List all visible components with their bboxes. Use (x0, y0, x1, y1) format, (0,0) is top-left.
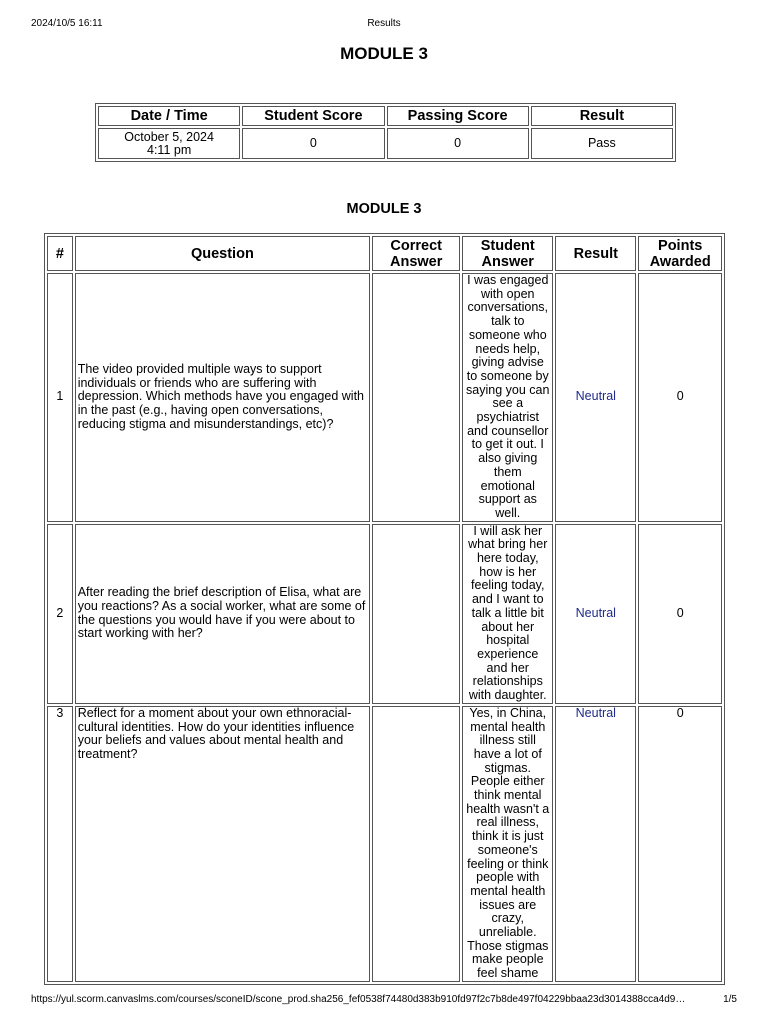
table-row (47, 273, 722, 522)
row-result: Neutral (555, 273, 636, 522)
print-title: Results (367, 18, 401, 29)
summary-result: Pass (531, 128, 673, 159)
header-student-score: Student Score (242, 106, 384, 126)
header-student-answer: Student Answer (462, 236, 553, 271)
header-number: # (47, 236, 73, 271)
row-points: 0 (638, 706, 722, 982)
header-points-awarded: Points Awarded (638, 236, 722, 271)
page-number: 1/5 (723, 994, 737, 1005)
results-header-row (47, 236, 722, 271)
row-question: The video provided multiple ways to support individuals or friends who are suffering with depression. Which methods have you engaged with in the past (e.g., having open conversations, reducing stigma and misunderstandings, etc)? (75, 273, 370, 522)
summary-student-score: 0 (242, 128, 384, 159)
row-correct-answer (372, 524, 460, 704)
summary-row (98, 128, 673, 159)
header-result: Result (555, 236, 636, 271)
summary-passing-score: 0 (387, 128, 529, 159)
page-title: MODULE 3 (340, 44, 428, 63)
row-result: Neutral (555, 706, 636, 982)
header-date-time: Date / Time (98, 106, 240, 126)
row-question: After reading the brief description of Elisa, what are you reactions? As a social worker, what are some of the questions you would have if you were about to start working with her? (75, 524, 370, 704)
summary-date: October 5, 2024 (124, 129, 214, 144)
table-row (47, 524, 722, 704)
row-correct-answer (372, 273, 460, 522)
print-header (31, 18, 737, 32)
header-result: Result (531, 106, 673, 126)
summary-time: 4:11 pm (147, 142, 192, 157)
row-student-answer: Yes, in China, mental health illness still have a lot of stigmas. People either think mental health wasn't a real illness, think it is just someone's feeling or think people with mental health issues are crazy, unreliable. Those stigmas make people feel shame (462, 706, 553, 982)
row-question: Reflect for a moment about your own ethnoracial-cultural identities. How do your identities influence your beliefs and values about mental health and treatment? (75, 706, 370, 982)
row-number: 1 (47, 273, 73, 522)
header-question: Question (75, 236, 370, 271)
print-footer (31, 994, 737, 1007)
row-points: 0 (638, 524, 722, 704)
row-correct-answer (372, 706, 460, 982)
row-result: Neutral (555, 524, 636, 704)
summary-date-time (98, 128, 240, 159)
summary-table (95, 103, 676, 162)
row-number: 3 (47, 706, 73, 982)
print-url: https://yul.scorm.canvaslms.com/courses/sconeID/scone_prod.sha256_fef0538f74480d383b910fd97f2c7b8de497f04229bbaa23d3014388cca4d9… (31, 994, 686, 1005)
row-points: 0 (638, 273, 722, 522)
print-timestamp: 2024/10/5 16:11 (31, 18, 103, 29)
row-student-answer: I was engaged with open conversations, talk to someone who needs help, giving advise to someone by saying you can see a psychiatrist and counsellor to get it out. I also giving them emotional support as well. (462, 273, 553, 522)
header-passing-score: Passing Score (387, 106, 529, 126)
section-title: MODULE 3 (346, 201, 422, 217)
summary-header-row (98, 106, 673, 126)
row-student-answer: I will ask her what bring her here today, how is her feeling today, and I want to talk a little bit about her hospital experience and her relationships with daughter. (462, 524, 553, 704)
results-table (44, 233, 725, 985)
row-number: 2 (47, 524, 73, 704)
table-row (47, 706, 722, 982)
header-correct-answer: Correct Answer (372, 236, 460, 271)
